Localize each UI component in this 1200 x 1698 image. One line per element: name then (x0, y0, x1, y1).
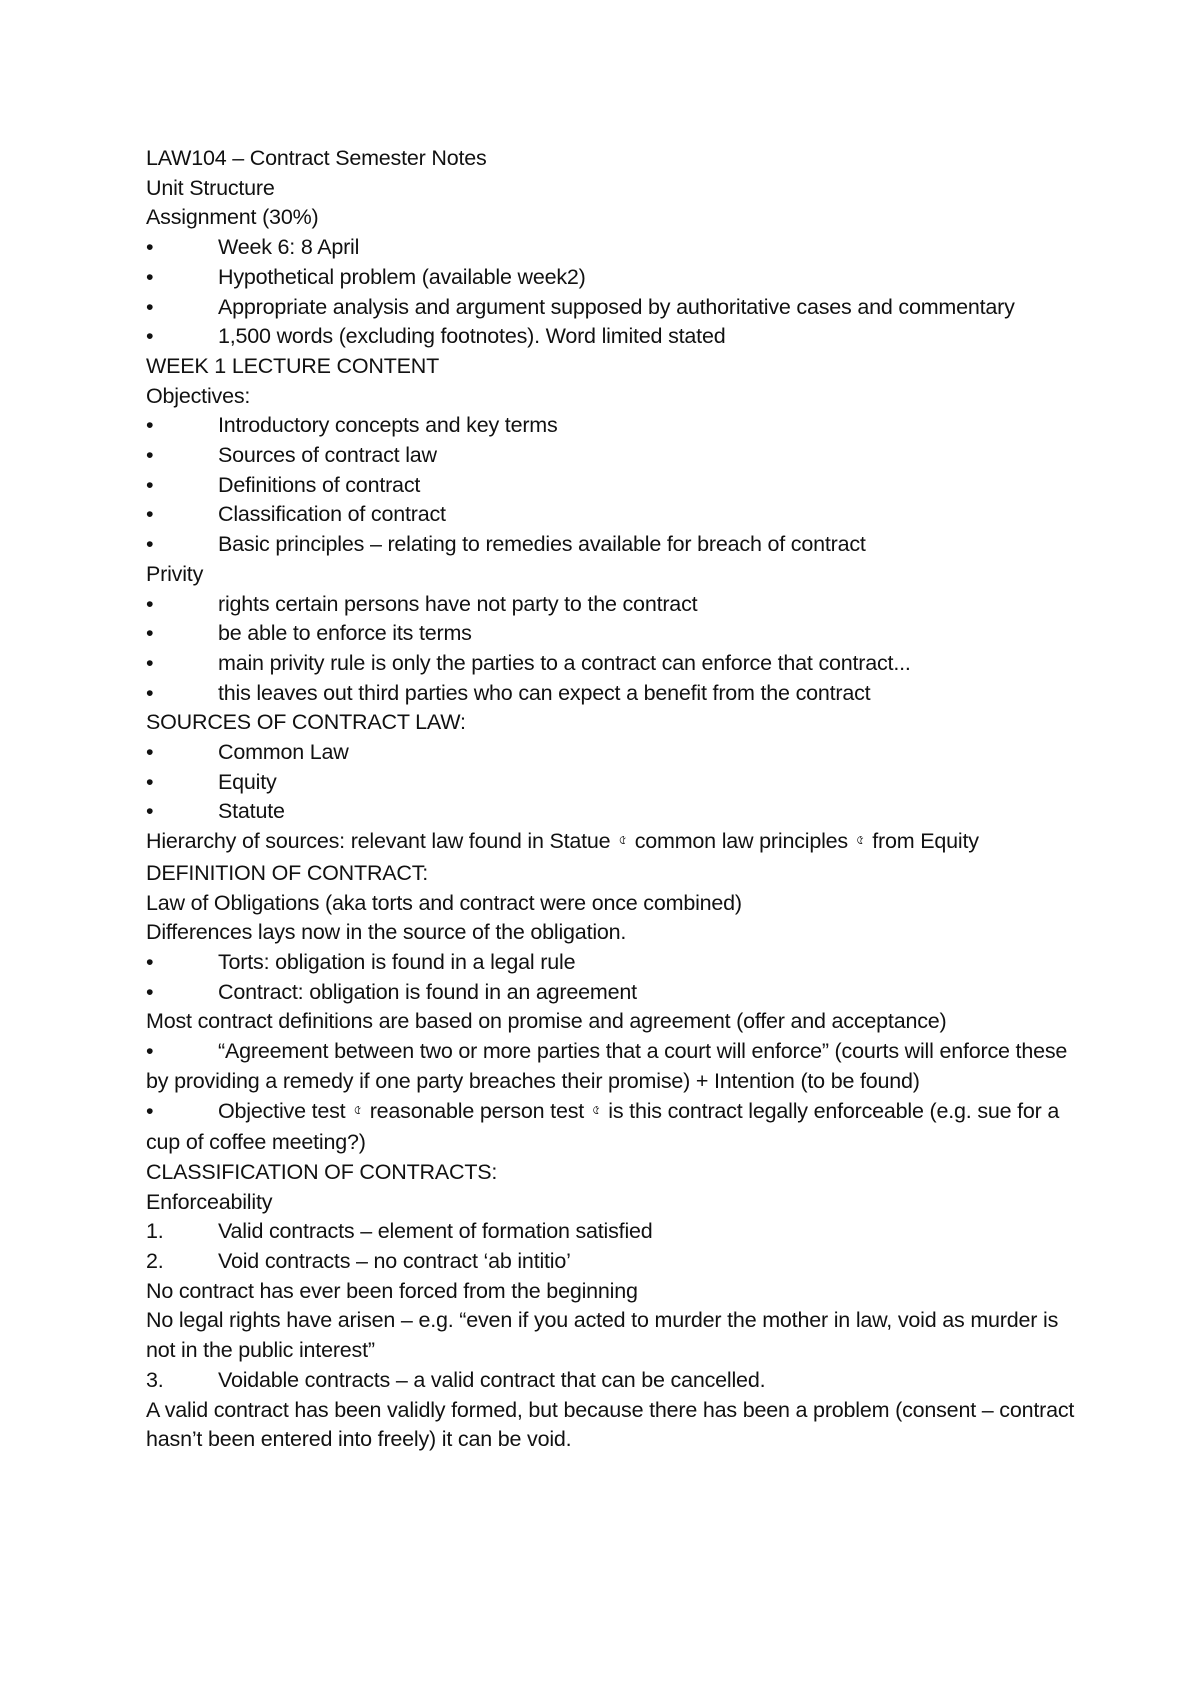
list-item (146, 1097, 1086, 1158)
list-item (146, 590, 1086, 620)
list-marker: • (146, 294, 154, 319)
list-marker: • (146, 949, 154, 974)
list-item (146, 233, 1086, 263)
text-line: Objectives: (146, 383, 251, 408)
list-item (146, 471, 1086, 501)
text-segment: from Equity (872, 829, 979, 854)
list-item (146, 797, 1086, 827)
list-item (146, 619, 1086, 649)
list-item-text: Contract: obligation is found in an agreement (218, 979, 637, 1004)
list-item (146, 948, 1086, 978)
arrow-icon: ৫ (592, 1101, 601, 1117)
list-marker: 3. (146, 1367, 164, 1392)
list-marker: • (146, 443, 154, 468)
text-line: Privity (146, 561, 204, 586)
list-marker: • (146, 680, 154, 705)
list-marker: • (146, 1098, 154, 1123)
document-body (146, 144, 1086, 1455)
list-item-text: Hypothetical problem (available week2) (218, 264, 586, 289)
list-item (146, 441, 1086, 471)
list-item-text: 1,500 words (excluding footnotes). Word limited stated (218, 324, 726, 349)
list-item (146, 322, 1086, 352)
text-line: LAW104 – Contract Semester Notes (146, 146, 487, 170)
list-item (146, 1247, 1086, 1277)
list-item-text: Basic principles – relating to remedies available for breach of contract (218, 532, 866, 557)
list-item (146, 1217, 1086, 1247)
list-item-text: Classification of contract (218, 502, 446, 527)
list-item-text: this leaves out third parties who can expect a benefit from the contract (218, 680, 871, 705)
list-marker: • (146, 532, 154, 557)
list-marker: • (146, 472, 154, 497)
list-marker: • (146, 799, 154, 824)
list-item-text: Valid contracts – element of formation satisfied (218, 1219, 653, 1244)
list-item (146, 978, 1086, 1008)
list-marker: • (146, 769, 154, 794)
list-marker: • (146, 264, 154, 289)
text-line: DEFINITION OF CONTRACT: (146, 860, 429, 885)
list-item (146, 1366, 1086, 1396)
arrow-icon: ৫ (618, 832, 627, 848)
arrow-icon: ৫ (855, 832, 865, 848)
list-marker: • (146, 621, 154, 646)
text-line: Law of Obligations (aka torts and contract were once combined) (146, 890, 742, 915)
list-marker: • (146, 740, 154, 765)
text-line: SOURCES OF CONTRACT LAW: (146, 710, 466, 735)
text-line: No legal rights have arisen – e.g. “even if you acted to murder the mother in law, void as murder is not in the public interest” (146, 1308, 1059, 1363)
list-item (146, 679, 1086, 709)
list-item-text: be able to enforce its terms (218, 621, 472, 646)
list-item (146, 738, 1086, 768)
list-item (146, 1037, 1086, 1096)
list-marker: • (146, 413, 154, 438)
text-line (146, 827, 1086, 859)
text-segment: is this contract legally enforceable (e.g. sue for a cup of coffee meeting?) (146, 1098, 1060, 1155)
list-item-text: Voidable contracts – a valid contract that can be cancelled. (218, 1367, 766, 1392)
list-marker: • (146, 979, 154, 1004)
text-line: Unit Structure (146, 175, 275, 200)
list-marker: • (146, 235, 154, 260)
list-item-text (146, 1099, 1059, 1155)
list-marker: • (146, 650, 154, 675)
list-item-text: Definitions of contract (218, 472, 421, 497)
text-line: No contract has ever been forced from the beginning (146, 1278, 638, 1303)
list-item (146, 530, 1086, 560)
list-item-text: rights certain persons have not party to the contract (218, 591, 698, 616)
list-marker: 2. (146, 1249, 164, 1274)
list-item-text: Appropriate analysis and argument supposed by authoritative cases and commentary (218, 294, 1015, 319)
list-item (146, 263, 1086, 293)
text-line: Most contract definitions are based on promise and agreement (offer and acceptance) (146, 1009, 947, 1034)
list-item-text: Introductory concepts and key terms (218, 413, 558, 438)
text-line: Enforceability (146, 1189, 273, 1214)
text-line: WEEK 1 LECTURE CONTENT (146, 353, 440, 378)
text-segment: Objective test (218, 1098, 346, 1123)
text-segment: reasonable person test (369, 1098, 585, 1123)
list-item-text: Common Law (218, 740, 349, 765)
list-marker: • (146, 591, 154, 616)
list-marker: 1. (146, 1219, 164, 1244)
list-marker: • (146, 324, 154, 349)
list-item-text: Statute (218, 799, 285, 824)
list-item (146, 293, 1086, 323)
text-line: CLASSIFICATION OF CONTRACTS: (146, 1159, 498, 1184)
list-item-text: Equity (218, 769, 277, 794)
list-item (146, 768, 1086, 798)
list-marker: • (146, 502, 154, 527)
text-segment: Hierarchy of sources: relevant law found in Statue (146, 829, 611, 854)
arrow-icon: ৫ (353, 1101, 362, 1117)
list-item-text: Torts: obligation is found in a legal rule (218, 949, 576, 974)
text-segment: common law principles (634, 829, 848, 854)
list-item (146, 500, 1086, 530)
list-marker: • (146, 1039, 154, 1064)
list-item (146, 649, 1086, 679)
text-line: A valid contract has been validly formed, but because there has been a problem (consent – contract hasn’t been entered into freely) it can be void. (146, 1397, 1075, 1452)
list-item-text: Week 6: 8 April (218, 235, 360, 260)
list-item-text: “Agreement between two or more parties that a court will enforce” (courts will enforce these by providing a remedy if one party breaches their promise) + Intention (to be found) (146, 1039, 1068, 1093)
list-item-text: main privity rule is only the parties to a contract can enforce that contract... (218, 650, 911, 675)
list-item-text: Sources of contract law (218, 443, 437, 468)
text-line: Assignment (30%) (146, 205, 319, 230)
list-item (146, 411, 1086, 441)
list-item-text: Void contracts – no contract ‘ab intitio’ (218, 1249, 571, 1274)
text-line: Differences lays now in the source of the obligation. (146, 920, 627, 945)
